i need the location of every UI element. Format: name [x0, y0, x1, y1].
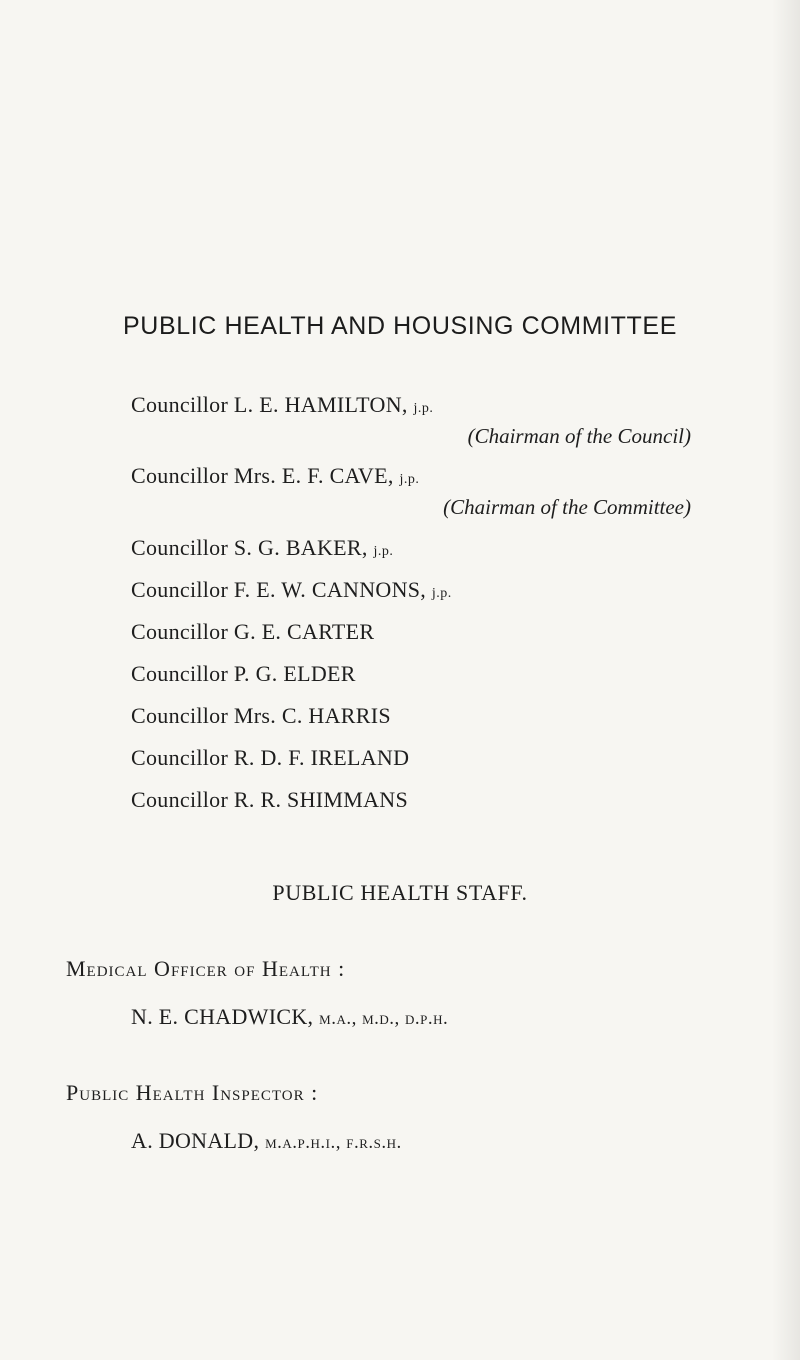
medical-officer-postnominal: m.a., m.d., d.p.h.	[319, 1008, 449, 1029]
member-elder: Councillor P. G. ELDER	[131, 661, 356, 686]
member-cannons	[131, 575, 691, 605]
member-cave	[131, 461, 691, 491]
member-name: Councillor Mrs. E. F. CAVE,	[131, 463, 394, 488]
member-postnominal: j.p.	[413, 401, 434, 416]
medical-officer-title: Medical Officer of Health :	[66, 956, 346, 981]
staff-heading: PUBLIC HEALTH STAFF.	[272, 880, 528, 905]
committee-heading: PUBLIC HEALTH AND HOUSING COMMITTEE	[123, 312, 677, 340]
member-postnominal: j.p.	[373, 544, 394, 559]
member-harris: Councillor Mrs. C. HARRIS	[131, 703, 391, 728]
page-edge-shadow	[772, 0, 800, 1360]
member-baker	[131, 533, 691, 563]
member-postnominal: j.p.	[431, 586, 452, 601]
member-hamilton	[131, 390, 691, 420]
member-name: Councillor S. G. BAKER,	[131, 535, 368, 560]
member-carter: Councillor G. E. CARTER	[131, 619, 375, 644]
health-inspector-entry	[131, 1128, 402, 1154]
member-name: Councillor L. E. HAMILTON,	[131, 392, 408, 417]
member-shimmans: Councillor R. R. SHIMMANS	[131, 787, 409, 812]
medical-officer-name: N. E. CHADWICK,	[131, 1004, 314, 1029]
member-ireland: Councillor R. D. F. IRELAND	[131, 745, 410, 770]
member-postnominal: j.p.	[399, 472, 420, 487]
health-inspector-title: Public Health Inspector :	[66, 1080, 319, 1105]
member-role-chairman-committee: (Chairman of the Committee)	[443, 495, 691, 519]
committee-members-list	[131, 390, 691, 815]
member-name: Councillor F. E. W. CANNONS,	[131, 577, 427, 602]
member-role-chairman-council: (Chairman of the Council)	[467, 424, 691, 448]
health-inspector-postnominal: m.a.p.h.i., f.r.s.h.	[265, 1132, 402, 1153]
health-inspector-name: A. DONALD,	[131, 1128, 260, 1153]
medical-officer-entry	[131, 1004, 448, 1030]
